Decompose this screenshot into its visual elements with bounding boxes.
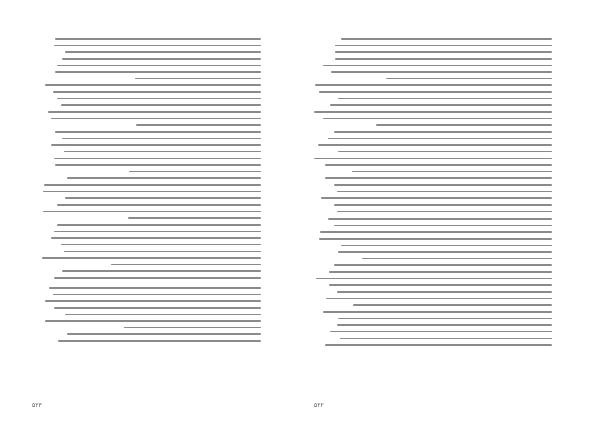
text-line — [330, 331, 552, 333]
text-line — [57, 65, 261, 67]
right-page-text-block-top — [314, 38, 552, 217]
text-line — [64, 251, 261, 253]
text-line — [49, 287, 261, 289]
text-line — [323, 118, 552, 120]
text-line — [58, 340, 261, 342]
text-line — [65, 51, 261, 53]
text-line — [43, 191, 261, 193]
text-line — [128, 217, 261, 219]
text-line — [338, 251, 552, 253]
text-line — [111, 264, 261, 266]
text-line — [57, 204, 261, 206]
text-line — [362, 258, 552, 260]
text-line — [61, 104, 261, 106]
text-line — [51, 118, 261, 120]
text-line — [55, 164, 261, 166]
text-line — [386, 78, 552, 80]
text-line — [334, 131, 552, 133]
text-line — [352, 171, 552, 173]
text-line — [338, 318, 552, 320]
text-line — [338, 151, 552, 153]
right-page — [300, 0, 600, 424]
text-line — [45, 84, 261, 86]
text-line — [334, 264, 552, 266]
text-line — [129, 171, 261, 173]
text-line — [57, 98, 261, 100]
text-line — [321, 197, 552, 199]
text-line — [334, 225, 552, 227]
text-line — [335, 51, 552, 53]
text-line — [42, 257, 261, 259]
text-line — [55, 131, 261, 133]
left-page-text-block-bottom — [42, 287, 261, 347]
text-line — [328, 138, 552, 140]
text-line — [135, 78, 261, 80]
text-line — [67, 333, 261, 335]
text-line — [337, 191, 552, 193]
text-line — [319, 91, 552, 93]
text-line — [54, 277, 261, 279]
text-line — [62, 138, 261, 140]
text-line — [43, 211, 261, 213]
text-line — [315, 84, 552, 86]
text-line — [54, 231, 261, 233]
text-line — [67, 177, 261, 179]
text-line — [337, 211, 552, 213]
text-line — [51, 237, 261, 239]
text-line — [48, 111, 261, 113]
text-line — [334, 204, 552, 206]
text-line — [55, 71, 261, 73]
text-line — [337, 291, 552, 293]
text-line — [341, 245, 552, 247]
text-line — [320, 231, 552, 233]
text-line — [329, 271, 552, 273]
text-line — [335, 58, 552, 60]
text-line — [323, 311, 552, 313]
text-line — [54, 45, 261, 47]
text-line — [329, 284, 552, 286]
left-page-text-block-top — [42, 38, 261, 284]
text-line — [323, 65, 552, 67]
text-line — [45, 320, 261, 322]
text-line — [318, 144, 552, 146]
text-line — [338, 98, 552, 100]
text-line — [54, 158, 261, 160]
text-line — [331, 71, 552, 73]
text-line — [65, 197, 261, 199]
text-line — [64, 151, 261, 153]
text-line — [353, 304, 552, 306]
text-line — [55, 38, 261, 40]
text-line — [53, 91, 261, 93]
text-line — [334, 184, 552, 186]
text-line — [376, 124, 552, 126]
text-line — [51, 144, 261, 146]
text-line — [57, 224, 261, 226]
text-line — [337, 324, 552, 326]
text-line — [341, 38, 552, 40]
text-line — [314, 158, 552, 160]
text-line — [314, 111, 552, 113]
text-line — [65, 314, 261, 316]
text-line — [62, 58, 261, 60]
text-line — [328, 218, 552, 220]
right-page-text-block-bottom — [314, 218, 552, 351]
text-line — [44, 184, 261, 186]
text-line — [325, 164, 552, 166]
text-line — [62, 270, 261, 272]
text-line — [325, 177, 552, 179]
left-page-number: ۵۲۳ — [32, 402, 42, 409]
text-line — [136, 124, 261, 126]
text-line — [45, 300, 261, 302]
text-line — [54, 307, 261, 309]
text-line — [326, 298, 552, 300]
text-line — [316, 278, 552, 280]
text-line — [325, 344, 552, 346]
text-line — [124, 327, 261, 329]
text-line — [53, 294, 261, 296]
text-line — [61, 244, 261, 246]
text-line — [340, 338, 552, 340]
text-line — [330, 104, 552, 106]
right-page-number: ۵۲۲ — [314, 402, 324, 409]
text-line — [319, 238, 552, 240]
text-line — [335, 45, 552, 47]
